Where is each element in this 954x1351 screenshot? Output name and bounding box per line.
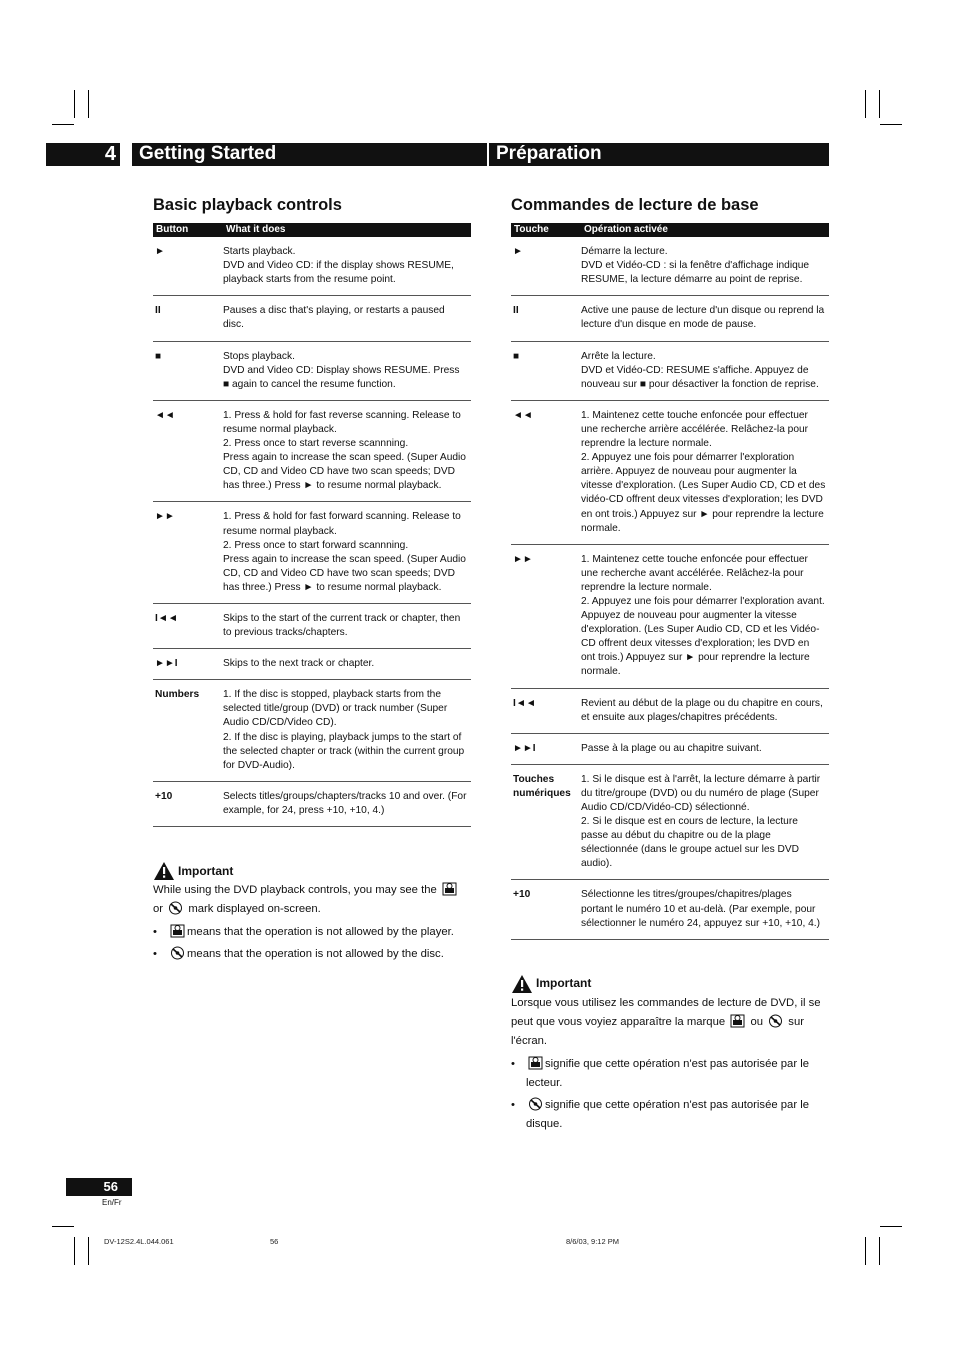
crop-mark <box>74 1237 75 1265</box>
table-row <box>153 603 471 648</box>
button-cell: I◄◄ <box>511 688 581 733</box>
description-cell <box>581 733 829 764</box>
description-cell <box>581 400 829 544</box>
button-cell: ►►I <box>153 649 223 680</box>
description-cell <box>223 502 471 604</box>
page-reference: 56 <box>270 1237 279 1246</box>
description-line: Press again to increase the scan speed. (Super Audio CD, CD and Video CD have two scan speeds; DVD has three.) Press ► to resume normal playback. <box>223 452 466 492</box>
description-line: Arrête la lecture. <box>581 350 656 362</box>
table-row <box>511 880 829 939</box>
table-row <box>511 544 829 688</box>
crop-mark <box>52 124 74 125</box>
table-row <box>153 680 471 782</box>
crop-mark <box>74 90 75 118</box>
description-cell <box>223 781 471 826</box>
disc-prohibited-icon <box>768 1014 783 1028</box>
table-row <box>153 649 471 680</box>
description-line: Stops playback. <box>223 350 295 362</box>
description-cell <box>223 237 471 296</box>
crop-mark <box>880 1226 902 1227</box>
description-line: Press again to increase the scan speed. (Super Audio CD, CD and Video CD have two scan speeds; DVD has three.) Press ► to resume normal playback. <box>223 553 466 593</box>
description-line: 2. If the disc is playing, playback jumps to the start of the selected chapter or track (within the current group for DVD-Audio). <box>223 731 465 771</box>
important-title: Important <box>536 976 592 991</box>
description-line: 1. If the disc is stopped, playback starts from the selected title/group (DVD) or track number (Super Audio CD/CD/Video CD). <box>223 689 448 729</box>
description-cell <box>223 341 471 400</box>
description-line: Sélectionne les titres/groupes/chapitres/plages portant le numéro 10 et au-delà. (Par exemple, pour sélectionner le numéro 24, appuyez sur +10, +10, 4.) <box>581 889 820 929</box>
description-line: DVD et Vidéo-CD : si la fenêtre d'affichage indique RESUME, la lecture démarre au point de reprise. <box>581 260 810 286</box>
description-cell <box>581 764 829 880</box>
table-row <box>153 296 471 341</box>
description-line: Starts playback. <box>223 246 296 258</box>
description-line: 1. Maintenez cette touche enfoncée pour effectuer une recherche arrière accélérée. Relâchez-la pour reprendre la lecture normale. <box>581 409 809 450</box>
button-cell: +10 <box>511 880 581 939</box>
important-text: Lorsque vous utilisez les commandes de lecture de DVD, il se peut que vous voyiez apparaître la marque <box>511 996 821 1028</box>
description-line: 2. Appuyez une fois pour démarrer l'exploration avant. Appuyez de nouveau pour augmenter la vitesse d'exploration. (Les Super Audio CD, CD et les Vidéo-CD offrent deux vitesses d'exploration; les DVD en ont trois.) Appuyez sur ► pour reprendre la lecture normale. <box>581 595 825 678</box>
crop-mark <box>88 90 89 118</box>
col-what-header: Opération activée <box>581 223 829 237</box>
disc-prohibited-icon <box>168 901 183 915</box>
col-what-header: What it does <box>223 223 471 237</box>
warning-icon <box>153 861 175 881</box>
crop-mark <box>880 124 902 125</box>
crop-mark <box>865 90 866 118</box>
description-cell <box>581 296 829 341</box>
description-line: 2. Press once to start reverse scannning. <box>223 438 409 450</box>
description-line: 2. Press once to start forward scannning. <box>223 539 409 551</box>
button-cell: ► <box>511 237 581 296</box>
french-column <box>511 196 829 1137</box>
crop-mark <box>88 1237 89 1265</box>
description-cell <box>581 341 829 400</box>
table-row <box>153 400 471 502</box>
table-row <box>511 688 829 733</box>
table-row <box>511 733 829 764</box>
description-line: 1. Maintenez cette touche enfoncée pour effectuer une recherche avant accélérée. Relâchez-la pour reprendre la lecture normale. <box>581 553 808 593</box>
chapter-title-en: Getting Started <box>132 143 487 166</box>
button-cell: Numbers <box>153 680 223 782</box>
important-box-en <box>153 861 471 964</box>
important-text: While using the DVD playback controls, you may see the <box>153 884 437 896</box>
description-line: Démarre la lecture. <box>581 246 668 258</box>
table-row <box>511 296 829 341</box>
description-cell <box>223 649 471 680</box>
section-title-en: Basic playback controls <box>153 196 342 214</box>
description-line: Skips to the start of the current track or chapter, then to previous tracks/chapters. <box>223 612 461 639</box>
button-cell: ► <box>153 237 223 296</box>
table-row <box>511 400 829 544</box>
table-row <box>511 341 829 400</box>
description-cell <box>581 237 829 296</box>
chapter-number: 4 <box>46 143 120 166</box>
table-row <box>153 502 471 604</box>
description-cell <box>581 544 829 688</box>
table-row <box>153 341 471 400</box>
col-button-header: Button <box>153 223 223 237</box>
controls-table-body <box>153 237 471 826</box>
button-cell: +10 <box>153 781 223 826</box>
disc-prohibited-icon <box>528 1097 543 1111</box>
player-prohibited-icon <box>730 1014 745 1028</box>
page-number: 56 <box>66 1178 132 1196</box>
crop-mark <box>52 1226 74 1227</box>
description-cell <box>223 296 471 341</box>
description-line: 1. Press & hold for fast reverse scanning. Release to resume normal playback. <box>223 409 461 435</box>
description-line: DVD et Vidéo-CD: RESUME s'affiche. Appuyez de nouveau sur ■ pour désactiver la fonction de reprise. <box>581 364 819 390</box>
description-line: Skips to the next track or chapter. <box>223 658 375 670</box>
description-line: Passe à la plage ou au chapitre suivant. <box>581 742 762 754</box>
list-item: • signifie que cette opération n'est pas autorisée par le disque. <box>511 1096 829 1134</box>
table-row <box>153 237 471 296</box>
important-text: sur l'écran. <box>511 1015 804 1047</box>
table-row <box>511 237 829 296</box>
document-code: DV-12S2.4L.044.061 <box>104 1237 174 1246</box>
important-text: mark displayed on-screen. <box>188 903 321 915</box>
button-cell: ◄◄ <box>511 400 581 544</box>
description-cell <box>581 688 829 733</box>
crop-mark <box>879 90 880 118</box>
english-column <box>153 196 471 967</box>
description-cell <box>223 680 471 782</box>
description-line: 1. Si le disque est à l'arrêt, la lecture démarre à partir du titre/groupe (DVD) ou du numéro de plage (Super Audio CD/CD/Vidéo-CD) sélectionné. <box>581 773 821 813</box>
description-line: Revient au début de la plage ou du chapitre en cours, et ensuite aux plages/chapitres précédents. <box>581 697 823 723</box>
description-line: 2. Si le disque est en cours de lecture, la lecture passe au début du chapitre ou de la plage sélectionnée (dans le groupe actuel sur les DVD audio). <box>581 816 800 870</box>
description-line: 2. Appuyez une fois pour démarrer l'exploration arrière. Appuyez de nouveau pour augmenter la vitesse d'exploration. (Les Super Audio CD, CD et des vidéo-CD offrent deux vitesses d'exploration; les DVD en ont trois.) Appuyez sur ► pour reprendre la lecture normale. <box>581 452 826 534</box>
player-prohibited-icon <box>442 882 457 896</box>
col-button-header: Touche <box>511 223 581 237</box>
table-row <box>511 764 829 880</box>
description-cell <box>223 603 471 648</box>
button-cell: Touches numériques <box>511 764 581 880</box>
button-cell: ►►I <box>511 733 581 764</box>
controls-table-body <box>511 237 829 939</box>
print-datetime: 8/6/03, 9:12 PM <box>566 1237 619 1246</box>
button-cell: ►► <box>511 544 581 688</box>
description-cell <box>581 880 829 939</box>
player-prohibited-icon <box>528 1056 543 1070</box>
table-row <box>153 781 471 826</box>
description-cell <box>223 400 471 502</box>
button-cell: II <box>153 296 223 341</box>
button-cell: ■ <box>511 341 581 400</box>
important-or: ou <box>750 1015 764 1028</box>
player-prohibited-icon <box>170 924 185 938</box>
button-cell: ■ <box>153 341 223 400</box>
description-line: Active une pause de lecture d'un disque ou reprend la lecture d'un disque en mode de pause. <box>581 305 825 331</box>
button-cell: II <box>511 296 581 341</box>
controls-table-fr <box>511 223 829 940</box>
description-line: Pauses a disc that's playing, or restarts a paused disc. <box>223 305 445 331</box>
controls-table-en <box>153 223 471 827</box>
description-line: 1. Press & hold for fast forward scanning. Release to resume normal playback. <box>223 511 461 537</box>
button-cell: ►► <box>153 502 223 604</box>
list-item: • signifie que cette opération n'est pas autorisée par le lecteur. <box>511 1055 829 1093</box>
language-code: En/Fr <box>102 1198 122 1207</box>
button-cell: ◄◄ <box>153 400 223 502</box>
list-item: • means that the operation is not allowed by the disc. <box>153 945 471 964</box>
important-or: or <box>153 903 164 915</box>
important-title: Important <box>178 863 234 878</box>
description-line: DVD and Video CD: if the display shows RESUME, playback starts from the resume point. <box>223 260 454 286</box>
description-line: DVD and Video CD: Display shows RESUME. Press ■ again to cancel the resume function. <box>223 364 460 390</box>
important-box-fr <box>511 974 829 1134</box>
section-title-fr: Commandes de lecture de base <box>511 196 759 214</box>
warning-icon <box>511 974 533 994</box>
list-item: • means that the operation is not allowed by the player. <box>153 923 471 942</box>
chapter-title-fr: Préparation <box>489 143 829 166</box>
disc-prohibited-icon <box>170 946 185 960</box>
crop-mark <box>879 1237 880 1265</box>
description-line: Selects titles/groups/chapters/tracks 10 and over. (For example, for 24, press +10, +10, 4.) <box>223 790 467 816</box>
crop-mark <box>865 1237 866 1265</box>
button-cell: I◄◄ <box>153 603 223 648</box>
